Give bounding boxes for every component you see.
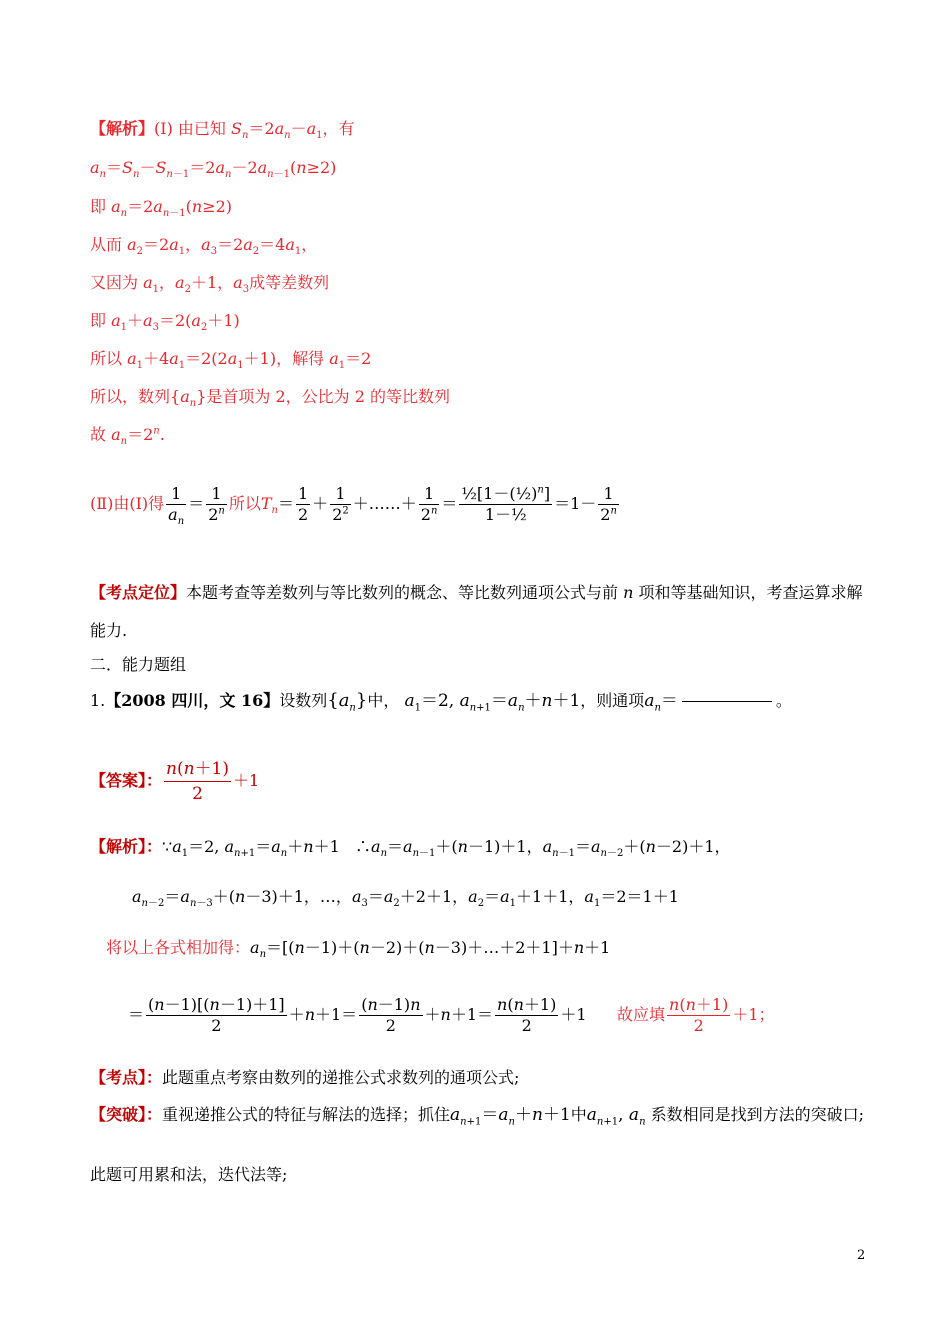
tupo-line2: 此题可用累和法，迭代法等; (90, 1165, 288, 1184)
solution-line4: ＝ $\frac{(n-1)[(n-1)+1]}{2}$ ＋ n ＋1＝ $\frac{(n-1)n}{2}$ ＋ n ＋1＝ $\frac{n(n+1)}{2}$ ＋1 故应填 $\frac{n(n+1)}{2}$ ＋1； (128, 994, 775, 1035)
answer-blank (682, 701, 772, 702)
part1-line1: 【解析】(Ⅰ) 由已知 $S_n=2a_n-a_1$，有 (90, 119, 355, 142)
solution-line1: 【解析】：$\because a_1=2$, $a_{n+1}=a_n+n+1$ $\therefore a_n=a_{n-1}+(n-1)+1$，$a_{n-1}=a_{n-2}+(n-2)+1$， (90, 837, 731, 860)
solution-tag: 【解析】： (90, 837, 163, 856)
problem1: 1. 【2008 四川，文 16】 设数列 $\{a_n\}$ 中， $a_1=2$, $a_{n+1}=a_n+n+1$ ，则通项 $a_n=$ 。 (90, 690, 792, 714)
part1-line9: 故 $a_n=2^n$. (90, 425, 165, 448)
answer-tag: 【答案】： (90, 771, 163, 790)
part1-line3: 即 $a_n=2a_{n-1}(n\ge 2)$ (90, 197, 233, 220)
kaodian1-line1: 【考点定位】本题考查等差数列与等比数列的概念、等比数列通项公式与前 n 项和等基础知识，考查运算求解 (90, 583, 863, 602)
part1-line5: 又因为 $a_1$，$a_2+1$，$a_3$成等差数列 (90, 273, 330, 296)
solution-line3: 将以上各式相加得：$a_n=[(n-1)+(n-2)+(n-3)+\dots+2+1]+n+1$ (106, 938, 611, 961)
part1-line7: 所以 $a_1+4a_1=2(2a_1+1)$，解得 $a_1=2$ (90, 349, 372, 372)
page-number: 2 (857, 1248, 866, 1263)
part1-line8: 所以，数列$\{a_n\}$是首项为 2，公比为 2 的等比数列 (90, 387, 450, 410)
tupo-line1: 【突破】： 重视递推公式的特征与解法的选择；抓住 $a_{n+1}=a_n+n+1$ 中 $a_{n+1}$, $a_n$ 系数相同是找到方法的突破口; (90, 1105, 865, 1128)
section-title: 二．能力题组 (90, 655, 187, 674)
analysis-tag: 【解析】 (90, 119, 155, 138)
part1-line2: $a_n=S_n-S_{n-1}=2a_n-2a_{n-1}(n\ge 2)$ (90, 158, 337, 181)
kaodian2-tag: 【考点】： (90, 1068, 163, 1087)
tupo-tag: 【突破】： (90, 1105, 163, 1124)
kaodian1-line2: 能力. (90, 621, 128, 640)
part2-formula: (Ⅱ)由(Ⅰ)得 $\frac{1}{a_n}$ ＝ $\frac{1}{2^n}$ 所以 $T_n$ ＝ $\frac{1}{2}$ ＋ $\frac{1}{2^2}$ ＋……＋ $\frac{1}{2^n}$ ＝ $\frac{\frac{1}{2}[1-(\frac{1}{2})^n]}{\text{1－½}}$ ＝1－ $\frac{1}{2^n}$ (90, 483, 617, 527)
part1-line6: 即 $a_1+a_3=2(a_2+1)$ (90, 311, 240, 334)
kaodian2: 【考点】：此题重点考察由数列的递推公式求数列的通项公式; (90, 1068, 520, 1087)
answer: 【答案】： $\frac{n(n+1)}{2}$ ＋1 (90, 758, 260, 804)
solution-line2: $a_{n-2}=a_{n-3}+(n-3)+1$，…，$a_3=a_2+2+1$，$a_2=a_1+1+1$，$a_1=2=1+1$ (132, 887, 679, 910)
part1-line4: 从而 $a_2=2a_1$，$a_3=2a_2=4a_1$， (90, 235, 318, 258)
kaodian-tag: 【考点定位】 (90, 583, 187, 602)
